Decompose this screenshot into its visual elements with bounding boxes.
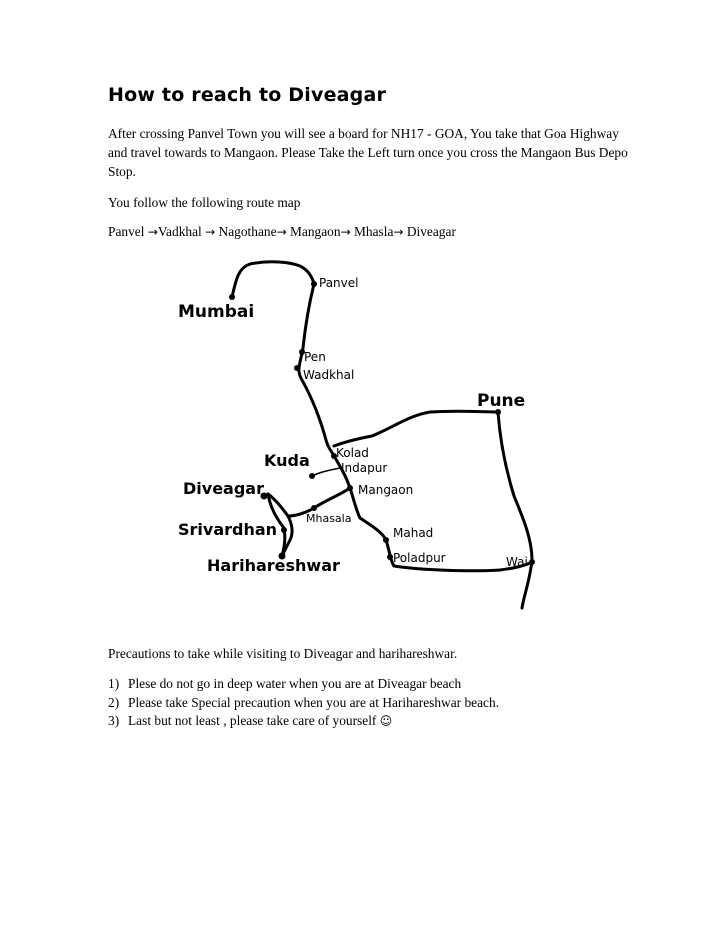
town-dot-panvel [311,281,317,287]
map-label-mahad: Mahad [393,526,434,540]
smiley-icon: ☺ [379,714,393,728]
precautions-title: Precautions to take while visiting to Diveagar and harihareshwar. [108,646,458,661]
town-dot-srivardhan [281,527,287,533]
list-item [108,712,499,731]
arrow-icon: → [276,225,287,239]
map-label-kuda: Kuda [264,451,310,470]
town-dot-mhasala [311,505,317,511]
list-text [128,712,392,731]
arrow-icon: → [147,225,158,239]
list-item [108,694,499,713]
list-text: Please take Special precaution when you are at Harihareshwar beach. [128,694,500,710]
road-kuda-spur [312,468,340,476]
route-map [160,250,560,610]
map-label-pen: Pen [304,350,326,364]
list-number: 3) [108,713,120,728]
map-label-mumbai: Mumbai [178,302,255,322]
arrow-icon: → [340,225,351,239]
route-stop: Mangaon [289,224,341,239]
map-label-srivardhan: Srivardhan [178,520,278,539]
map-label-pune: Pune [477,391,526,411]
map-label-diveagar: Diveagar [183,479,264,498]
route-stop: Diveagar [406,224,456,239]
route-stop: Mhasla [353,224,394,239]
list-number: 2) [108,694,120,710]
road-mumbai-panvel [232,262,314,297]
route-intro: You follow the following route map [108,195,301,210]
list-text: Plese do not go in deep water when you are at Diveagar beach [128,676,462,691]
arrow-icon: → [205,225,216,239]
intro-paragraph: After crossing Panvel Town you will see a board for NH17 - GOA, You take that Goa Highway and travel towards to Mangaon. Please Take the Left turn once you cross the Mangaon Bus Depo Stop. [108,126,628,179]
route-line [108,224,456,240]
town-dot-wai [529,559,535,565]
map-label-panvel: Panvel [319,276,359,290]
page-title: How to reach to Diveagar [108,84,387,106]
list-text-content: Last but not least , please take care of yourself [128,713,377,728]
list-number: 1) [108,676,120,691]
map-label-mangaon: Mangaon [358,483,414,497]
map-label-wai: Wai [506,555,528,569]
map-label-kolad: Kolad [336,446,369,460]
town-dot-wadkhal [294,365,300,371]
map-label-mhasala: Mhasala [306,512,352,525]
list-item [108,675,499,694]
road-pune-wai [498,412,532,608]
town-dot-mumbai [229,294,235,300]
map-label-poladpur: Poladpur [393,551,446,565]
map-label-indapur: Indapur [341,461,388,475]
route-stop: Nagothane [218,224,277,239]
town-dot-mahad [383,537,389,543]
town-dot-kuda [309,473,315,479]
arrow-icon: → [393,225,404,239]
route-stop: Vadkhal [157,224,202,239]
map-label-harihareshwar: Harihareshwar [207,556,340,575]
precautions-list [108,675,499,731]
road-kolad-pune [334,411,498,446]
town-dot-mangaon [347,485,353,491]
route-stop: Panvel [108,224,145,239]
map-label-wadkhal: Wadkhal [303,368,355,382]
